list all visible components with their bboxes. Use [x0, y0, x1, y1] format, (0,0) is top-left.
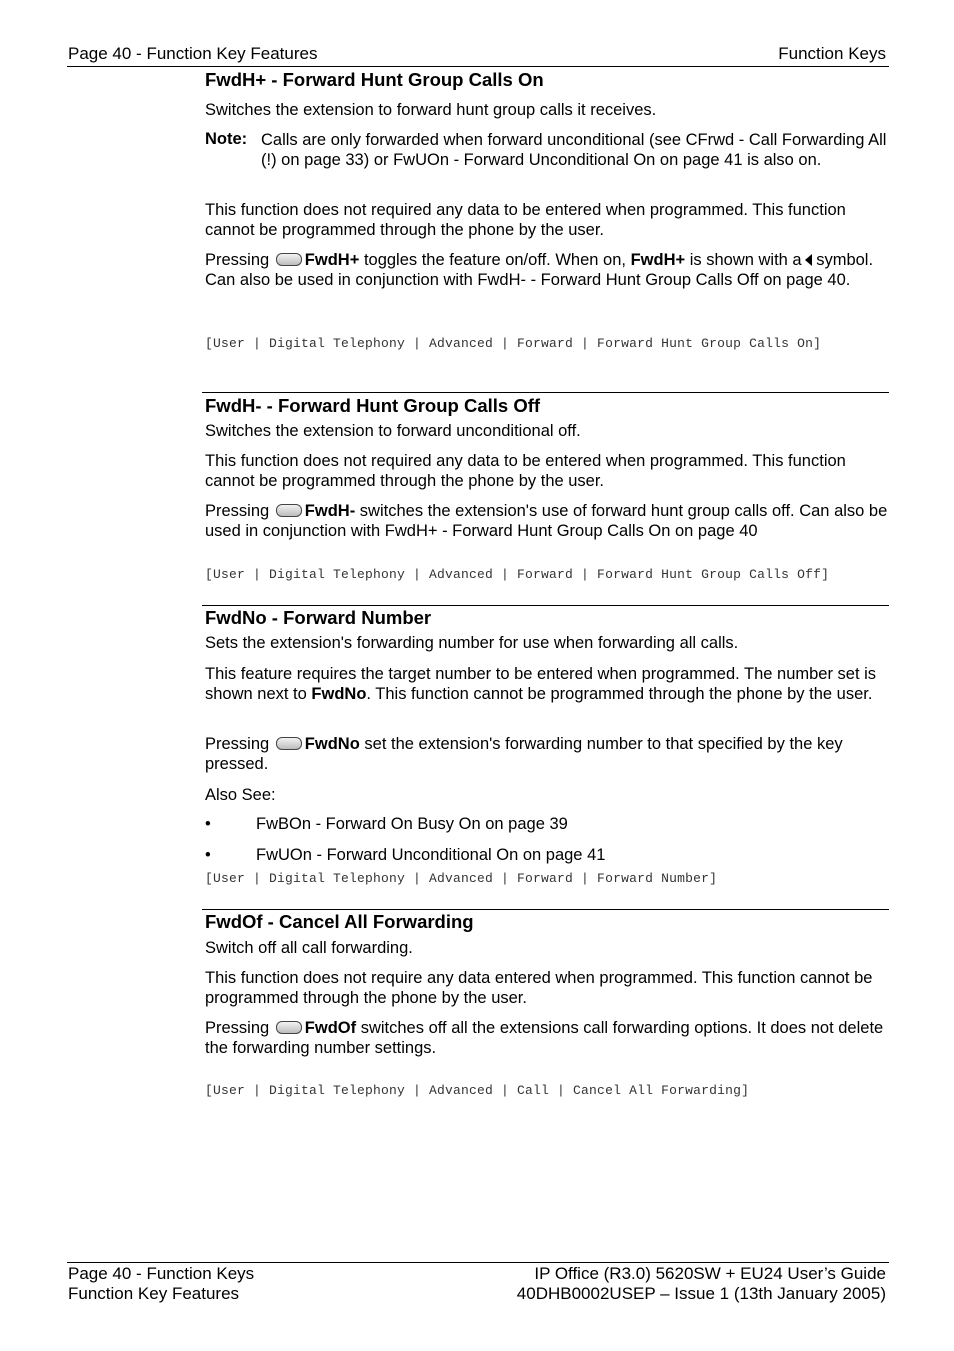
section-fwdh-on-desc: Switches the extension to forward hunt group calls it receives. — [205, 101, 657, 119]
also-see-label: Also See: — [205, 786, 276, 804]
menu-path: [User | Digital Telephony | Advanced | Forward | Forward Hunt Group Calls Off] — [205, 567, 830, 582]
note-block — [205, 130, 889, 171]
section-fwdh-off-data: This function does not required any data to be entered when programmed. This function cannot be programmed through the phone by the user. — [205, 452, 846, 491]
section-divider — [202, 392, 889, 393]
section-fwdof-press: Pressing FwdOf switches off all the extensions call forwarding options. It does not delete the forwarding number settings. — [205, 1019, 884, 1058]
section-fwdof-heading — [205, 911, 889, 933]
function-key-icon — [276, 1021, 302, 1034]
page-footer-right: IP Office (R3.0) 5620SW + EU24 User’s Guide 40DHB0002USEP – Issue 1 (13th January 2005) — [516, 1264, 886, 1304]
section-fwdh-on-press: Pressing FwdH+ toggles the feature on/off. When on, FwdH+ is shown with a symbol. Can also be used in conjunction with FwdH- - Forward Hunt Group Calls Off on page 40. — [205, 251, 874, 290]
section-fwdno-desc: Sets the extension's forwarding number for use when forwarding all calls. — [205, 634, 739, 652]
section-fwdno-req: This feature requires the target number to be entered when programmed. The number set is shown next to FwdNo. This function cannot be programmed through the phone by the user. — [205, 665, 877, 704]
section-fwdno-press: Pressing FwdNo set the extension's forwarding number to that specified by the key pressed. — [205, 735, 843, 774]
page-header-left: Page 40 - Function Key Features — [68, 44, 318, 63]
function-key-icon — [276, 504, 302, 517]
section-fwdh-off-desc: Switches the extension to forward unconditional off. — [205, 422, 581, 440]
section-fwdh-on-data: This function does not required any data to be entered when programmed. This function cannot be programmed through the phone by the user. — [205, 201, 846, 240]
key-label: FwdH+ — [304, 251, 360, 269]
section-divider — [202, 909, 889, 910]
section-fwdof-desc: Switch off all call forwarding. — [205, 939, 413, 957]
section-title: FwdH- - Forward Hunt Group Calls Off — [205, 395, 541, 416]
list-item: • FwBOn - Forward On Busy On on page 39 — [205, 815, 568, 833]
section-fwdh-off-press: Pressing FwdH- switches the extension's use of forward hunt group calls off. Can also be used in conjunction with FwdH+ - Forward Hunt Group Calls On on page 40 — [205, 502, 888, 541]
section-fwdh-on-heading — [205, 69, 889, 91]
section-fwdof-data: This function does not require any data entered when programmed. This function cannot be programmed through the phone by the user. — [205, 969, 873, 1008]
footer-divider — [67, 1262, 889, 1263]
page-header-right: Function Keys — [778, 44, 886, 63]
menu-path: [User | Digital Telephony | Advanced | Forward | Forward Number] — [205, 871, 718, 886]
section-fwdno-heading — [205, 607, 889, 629]
bullet-icon: • — [205, 815, 211, 833]
function-key-icon — [276, 737, 302, 750]
key-label: FwdH- — [304, 502, 356, 520]
header-divider — [67, 66, 889, 67]
section-title: FwdNo - Forward Number — [205, 607, 432, 628]
key-label: FwdOf — [304, 1019, 357, 1037]
page-footer-left: Page 40 - Function Keys Function Key Features — [68, 1264, 255, 1304]
menu-path: [User | Digital Telephony | Advanced | Forward | Forward Hunt Group Calls On] — [205, 336, 822, 351]
section-title: FwdOf - Cancel All Forwarding — [205, 911, 474, 932]
section-fwdh-off-heading — [205, 395, 889, 417]
left-triangle-icon — [805, 254, 812, 266]
bullet-icon: • — [205, 846, 211, 864]
menu-path: [User | Digital Telephony | Advanced | Call | Cancel All Forwarding] — [205, 1083, 750, 1098]
function-key-icon — [276, 253, 302, 266]
note-text: Calls are only forwarded when forward unconditional (see CFrwd - Call Forwarding All (!) on page 33) or FwUOn - Forward Unconditional On on page 41 is also on. — [261, 131, 887, 170]
list-item: • FwUOn - Forward Unconditional On on page 41 — [205, 846, 606, 864]
key-label: FwdNo — [304, 735, 360, 753]
note-label: Note: — [205, 130, 248, 148]
section-title: FwdH+ - Forward Hunt Group Calls On — [205, 69, 544, 90]
section-divider — [202, 605, 889, 606]
